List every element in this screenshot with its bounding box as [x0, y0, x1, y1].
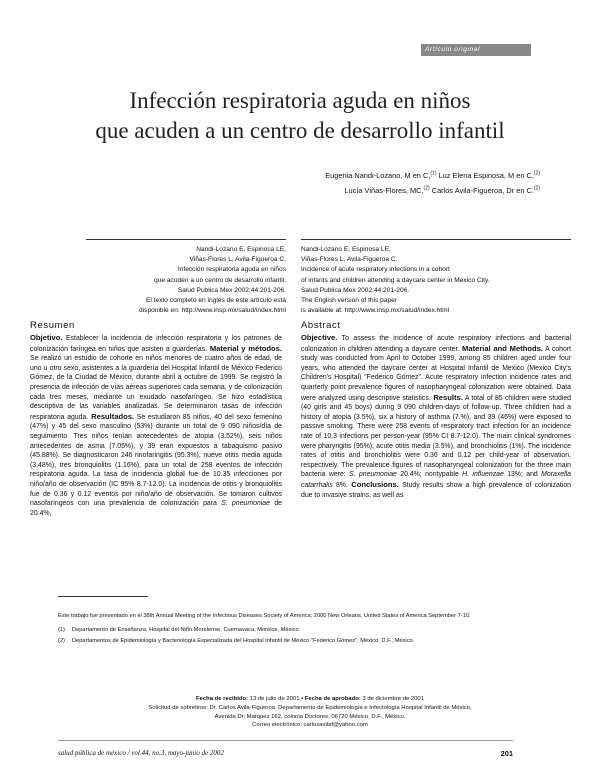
presentation-note: Este trabajo fue presentado en el 38th Annual Meeting of the Infectious Diseases Society of America; 2000 New Orleans, United States of America September 7-10.	[58, 613, 471, 619]
section-label: Material and Methods.	[459, 343, 543, 353]
author-list	[120, 168, 540, 198]
dates-line	[110, 695, 510, 704]
article-title	[40, 86, 560, 146]
abstract-text: Establecer la incidencia de infección respiratoria y los patrones de colonización faríngea en niños que asisten a guarderías.	[30, 335, 282, 353]
footnote-divider	[58, 596, 148, 597]
author-name: Luz Elena Espinosa, M en C,	[438, 171, 534, 180]
resumen-body	[30, 333, 282, 581]
author-name: Eugenia Nandi-Lozano, M en C,	[325, 171, 431, 180]
species-name: S. pneumoniae	[349, 471, 397, 479]
title-line: Infección respiratoria aguda en niños	[129, 88, 471, 113]
received-label: Fecha de recibido:	[196, 696, 249, 702]
abstract-text: de 20.4%,	[30, 500, 282, 517]
affiliation-note	[58, 637, 510, 645]
footnote-number: (1)	[58, 627, 65, 634]
address-line: Avenida Dr. Marquez 162, colonia Doctores, 06720 México, D.F., México.	[214, 713, 406, 720]
citation-line: Viñas-Flores L, Avila-Figueroa C.	[189, 256, 286, 264]
abstract-text: A total of 85 children were studied (40 girls and 45 boys) during 9 090 children-days of follow-up. Three children had a history of atopia (3.5%), six a history of asthma (7.%), and 39 (46%) were exposed to passive smoking. There were 258 events of respiratory tract infection for an incidence rate of 10.3 infections per person-year (95% CI 8.7-12.0). The main clinical syndromes were pharyngitis (95%), acute otitis media (3.5%), and bronchiolitis (1%). The incidence rates of otitis and bronchiolitis were 0.36 and 0.12 per child-year of observation, respectively. The prevalence figures of nasopharyngeal colonization for the three main bacteria were:	[301, 394, 571, 479]
citation-line: El texto completo en inglés de este artículo está	[145, 297, 286, 305]
citation-line: Viñas-Flores L, Avila-Figueroa C.	[301, 256, 398, 264]
abstract-text: To assess the incidence of acute respiratory infections and bacterial colonization in children attending a daycare center.	[301, 335, 571, 353]
citation-line: Salud Publica Mex 2002;44:201-206.	[177, 286, 286, 294]
divider	[301, 239, 571, 240]
affiliation-mark: (2)	[533, 170, 540, 177]
email-line[interactable]: Correo electrónico: carlosavilaf@yahoo.com	[252, 722, 368, 729]
citation-line: Incidence of acute respiratory infections in a cohort	[301, 266, 450, 274]
footnote-number: (2)	[58, 638, 65, 645]
citation-line: que acuden a un centro de desarrollo infantil.	[154, 276, 286, 284]
approved-label: Fecha de aprobado:	[303, 696, 361, 702]
divider	[86, 239, 286, 240]
author-name: Carlos Avila-Figueroa, Dr en C.	[431, 186, 534, 195]
abstract-text: Se realizó un estudio de cohorte en niños menores de cuatro años de edad, de uno u otro sexo, asistentes a la guardería del Hospital Infantil de México Federico Gómez, de la Ciudad de México, durante abril a octubre de 1999. Se registró la presencia de infección de vías aéreas superiores cada semana, y de colonización cada tres meses, mediante un exudado nasofaríngeo. Se hizo estadística descriptiva de las variables analizadas. Se determinaron tasas de infección respiratoria aguda.	[30, 355, 282, 421]
approved-date: 3 de diciembre de 2001	[360, 696, 424, 702]
abstract-text: 13%; and	[503, 471, 542, 479]
resumen-heading: Resumen	[30, 320, 75, 331]
footnotes	[58, 612, 510, 646]
reprints-line: Solicitud de sobretiros: Dr. Carlos Avila-Figueroa. Departamento de Epidemiología e Infectología Hospital Infantil de México,	[148, 704, 472, 711]
section-label: Conclusions.	[347, 479, 399, 489]
affiliation-mark: (2)	[423, 185, 430, 192]
species-name: S. pneumoniae	[221, 500, 270, 508]
affiliation-mark: (2)	[533, 185, 540, 192]
section-label: Results.	[430, 392, 463, 402]
citation-line: Nandi-Lozano E, Espinosa LE,	[196, 246, 286, 253]
abstract-body	[301, 333, 571, 581]
citation-line: of infants and children attending a daycare center in Mexico City.	[301, 276, 490, 284]
page-footer	[58, 749, 513, 758]
author-name: Lucía Viñas-Flores, MC,	[344, 186, 424, 195]
section-label: Resultados.	[88, 411, 135, 421]
citation-link[interactable]: is available at: http://www.insp.mx/salud/index.html	[301, 307, 450, 315]
title-line: que acuden a un centro de desarrollo infantil	[95, 118, 505, 143]
citation-line: Salud Publica Mex 2002;44:201-206.	[301, 286, 410, 294]
section-label: Objective.	[301, 333, 338, 342]
abstract-text: Se estudiaron 85 niños, 40 del sexo femenino (47%) y 45 del sexo masculino (53%) durante un total de 9 090 niños/día de seguimiento. Tres niños tenían antecedentes de atopia (3.52%), seis niños antecedentes de asma (7.05%), y 39 eran expuestos a tabaquismo pasivo (45.88%). Se diagnosticaron 246 rinofaringitis (95.3%), nueve otitis media aguda (3.48%), tres bronquiolitis (1.16%), para un total de 258 eventos de infección respiratoria aguda. La tasa de incidencia global fue de 10.35 infecciones por niño/año de observación (IC 95% 8.7-12.0). La incidencia de otitis y bronquiolitis fue de 0.36 y 0.12 eventos por niño/año de observación. Se tomaron cultivos nasofaríngeos con una prevalencia de colonización para	[30, 413, 282, 508]
abstract-text: Study results show a high prevalence of colonization due to invasive strains, as well as	[301, 481, 571, 499]
author-line	[120, 183, 540, 198]
citation-english	[301, 245, 571, 316]
citation-spanish	[86, 245, 286, 316]
species-name: Moraxella catarrhalis	[301, 471, 571, 489]
affiliation-note	[58, 626, 510, 634]
section-label: Material y métodos.	[207, 343, 282, 353]
citation-line: Infección respiratoria aguda en niños	[177, 266, 286, 274]
footnote-text: Departamento de Enseñanza, Hospital del Niño Morelense, Cuernavaca, Morelos, México.	[72, 627, 301, 634]
citation-line: Nandi-Lozano E, Espinosa LE,	[301, 246, 391, 253]
page-number: 201	[500, 749, 513, 758]
affiliation-mark: (1)	[430, 170, 437, 177]
citation-line: The English version of this paper	[301, 297, 398, 305]
abstract-heading: Abstract	[301, 320, 341, 331]
abstract-text: 20.4%; nontypable	[396, 471, 463, 479]
section-label: Objetivo.	[30, 333, 63, 342]
article-type-tag: Artículo original	[421, 44, 531, 56]
journal-info: salud pública de méxico / vol.44, no.3, mayo-junio de 2002	[58, 749, 224, 757]
author-line	[120, 168, 540, 183]
dates-and-correspondence	[110, 695, 510, 730]
citation-link[interactable]: disponible en: http://www.insp.mx/salud/index.html	[139, 307, 286, 315]
abstract-text: 8%.	[332, 481, 348, 489]
footnote-text: Departamentos de Epidemiología y Bacteriología Especializada del Hospital Infantil de México "Federico Gómez", México, D.F., México.	[72, 638, 415, 645]
footer-divider	[58, 740, 513, 741]
abstract-text: A cohort study was conducted from April to October 1999, among 85 children aged under four years, who attended the daycare center at Hospital Infantil de Mexico (Mexico City's Children's Hospital) "Federico Gómez". Acute respiratory infection incidence rates and quarterly point prevalence figures of nasopharyngeal colonization were obtained. Data were analyzed using descriptive statistics.	[301, 345, 571, 402]
received-date: 13 de julio de 2001 •	[248, 696, 304, 702]
species-name: H. influenzae	[462, 471, 504, 479]
